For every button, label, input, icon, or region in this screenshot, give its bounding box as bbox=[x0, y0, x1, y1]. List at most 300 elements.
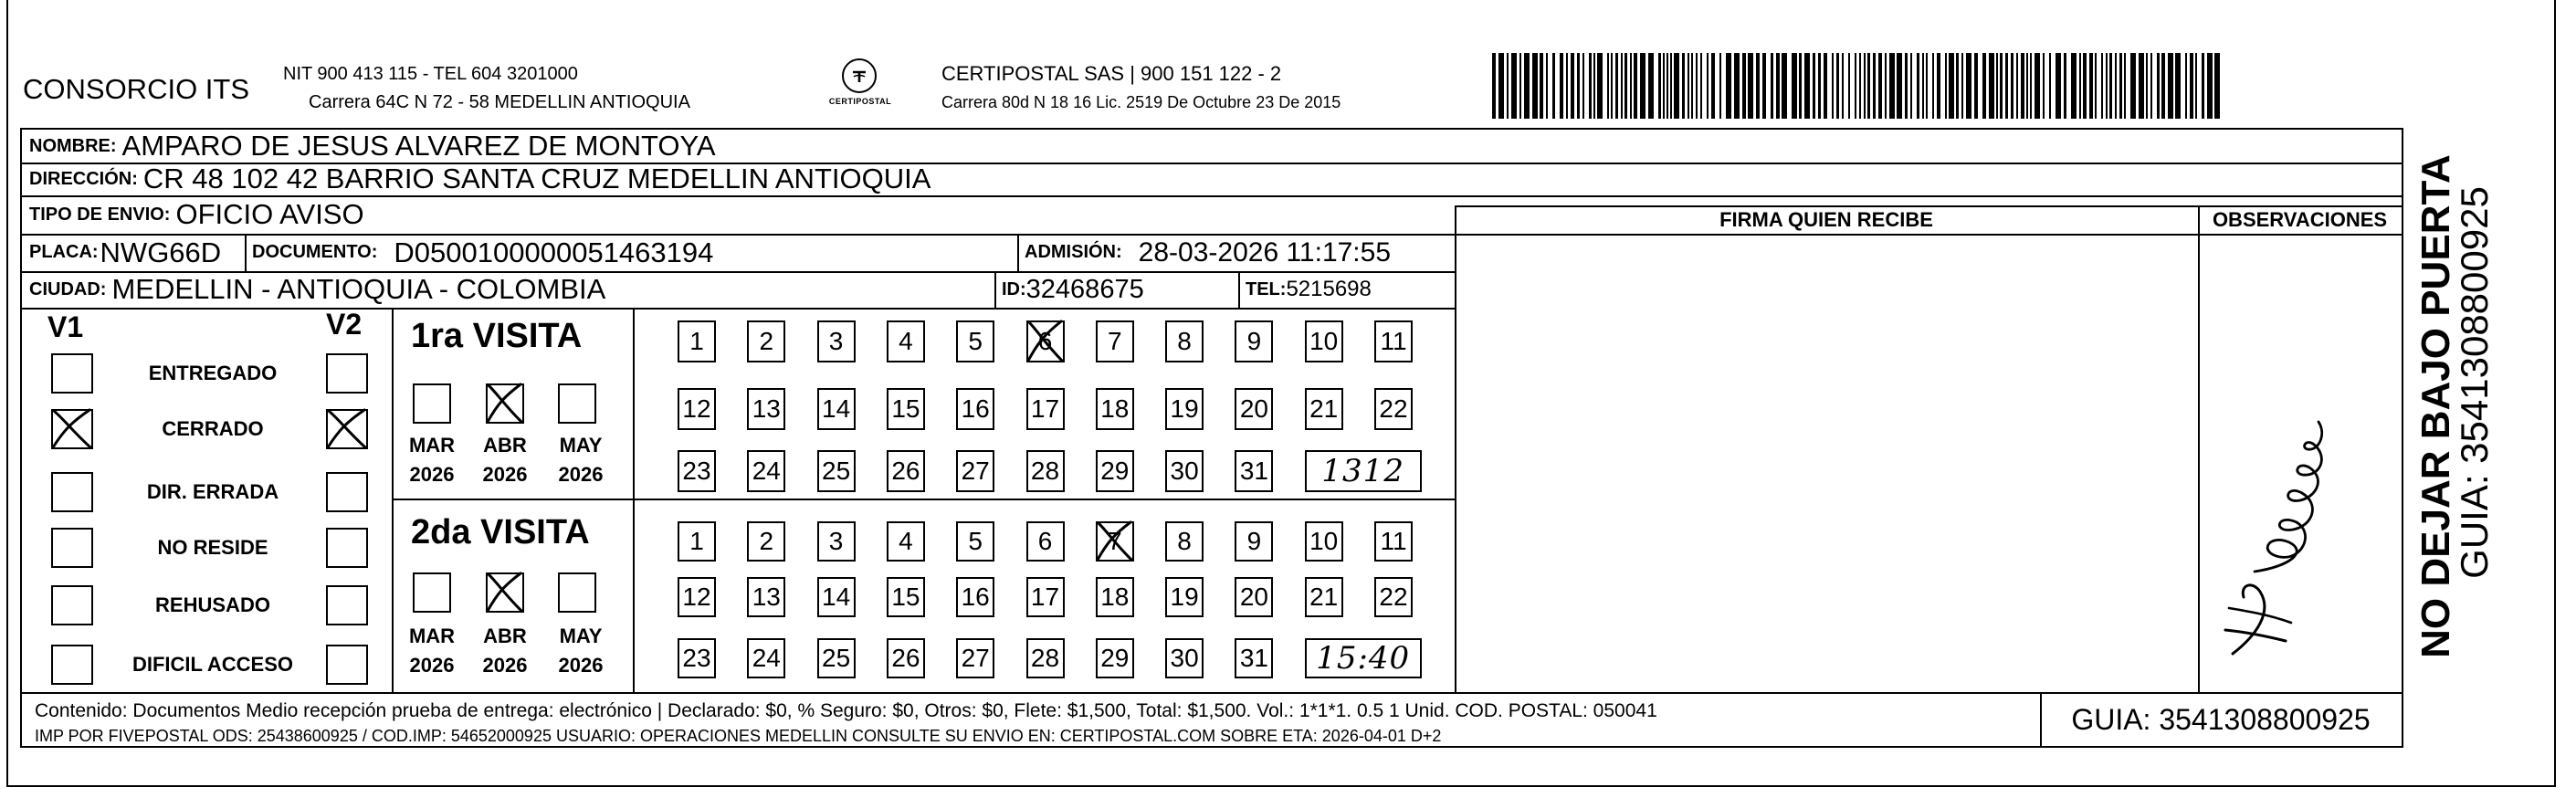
divider bbox=[633, 308, 635, 692]
day-box bbox=[1305, 521, 1343, 562]
barcode-bar bbox=[1607, 53, 1609, 119]
day-number: 16 bbox=[961, 583, 990, 611]
barcode-bar bbox=[1949, 53, 1954, 119]
barcode-bar bbox=[2021, 53, 2024, 119]
day-number: 21 bbox=[1309, 583, 1339, 611]
barcode-bar bbox=[2079, 53, 2081, 119]
barcode-bar bbox=[1593, 53, 1595, 119]
month-year: 2026 bbox=[558, 463, 604, 486]
month-year: 2026 bbox=[482, 654, 528, 677]
barcode-bar bbox=[1670, 53, 1672, 119]
status-label-dir-errada: DIR. ERRADA bbox=[146, 480, 279, 503]
barcode-bar bbox=[1524, 53, 1530, 119]
x-mark-icon bbox=[324, 407, 370, 451]
day-box bbox=[747, 388, 785, 430]
month-checkbox-abr bbox=[486, 383, 524, 424]
month-checkbox-may bbox=[558, 572, 596, 613]
day-box bbox=[1165, 521, 1204, 562]
direccion-row bbox=[22, 163, 2402, 195]
v2-checkbox-entregado bbox=[326, 353, 368, 394]
day-box bbox=[887, 388, 925, 430]
barcode-bar bbox=[1658, 53, 1661, 119]
barcode-bar bbox=[1519, 53, 1521, 119]
divider bbox=[2198, 205, 2200, 692]
status-label-dificil-acceso: DIFICIL ACCESO bbox=[131, 653, 293, 676]
day-box bbox=[1305, 320, 1343, 362]
barcode-bar bbox=[1682, 53, 1685, 119]
divider bbox=[22, 308, 1455, 310]
barcode-bar bbox=[1507, 53, 1509, 119]
barcode-bar bbox=[1700, 53, 1702, 119]
barcode-bar bbox=[2150, 53, 2152, 119]
barcode-bar bbox=[2106, 53, 2108, 119]
month-checkbox-may bbox=[558, 383, 596, 424]
documento-label: DOCUMENTO: bbox=[252, 242, 378, 262]
barcode-bar bbox=[1691, 53, 1693, 119]
barcode-bar bbox=[1667, 53, 1668, 119]
ciudad-value: MEDELLIN - ANTIOQUIA - COLOMBIA bbox=[111, 273, 606, 305]
barcode-bar bbox=[1615, 53, 1618, 119]
side-guia: GUIA: 3541308800925 bbox=[2453, 186, 2496, 579]
day-box bbox=[1096, 577, 1134, 617]
day-box bbox=[747, 638, 785, 678]
barcode-bar bbox=[1589, 53, 1592, 119]
day-number: 19 bbox=[1170, 583, 1199, 611]
tel-value: 5215698 bbox=[1286, 277, 1372, 301]
day-box bbox=[1374, 388, 1413, 430]
barcode-bar bbox=[1917, 53, 1919, 119]
month-checkbox-mar bbox=[413, 572, 451, 613]
day-box bbox=[817, 577, 856, 617]
barcode-bar bbox=[1885, 53, 1887, 119]
id-value: 32468675 bbox=[1025, 274, 1144, 304]
day-box bbox=[747, 521, 785, 562]
barcode-bar bbox=[1945, 53, 1947, 119]
day-box bbox=[1026, 450, 1065, 492]
barcode-bar bbox=[1742, 53, 1746, 119]
day-box bbox=[1374, 320, 1413, 362]
day-box bbox=[678, 638, 716, 678]
day-box bbox=[1026, 577, 1065, 617]
barcode-bar bbox=[1961, 53, 1963, 119]
day-number: 21 bbox=[1309, 394, 1339, 423]
month-label: MAY bbox=[559, 434, 603, 457]
day-number: 28 bbox=[1030, 644, 1060, 672]
barcode-bar bbox=[1571, 53, 1574, 119]
day-number: 7 bbox=[1108, 327, 1122, 355]
barcode-bar bbox=[1624, 53, 1627, 119]
day-number: 24 bbox=[752, 644, 781, 672]
tipo-envio-label: TIPO DE ENVIO: bbox=[29, 204, 171, 225]
tel-cell bbox=[1238, 271, 1455, 308]
v2-checkbox-rehusado bbox=[326, 585, 368, 625]
day-number: 3 bbox=[828, 527, 844, 555]
placa-label: PLACA: bbox=[29, 242, 99, 262]
admision-label: ADMISIÓN: bbox=[1025, 242, 1122, 262]
day-number: 30 bbox=[1170, 644, 1199, 672]
day-number: 18 bbox=[1100, 394, 1130, 423]
day-number: 27 bbox=[961, 644, 990, 672]
day-number: 22 bbox=[1379, 583, 1408, 611]
barcode-bar bbox=[1974, 53, 1978, 119]
barcode-bar bbox=[2005, 53, 2008, 119]
barcode-bar bbox=[1996, 53, 1998, 119]
barcode-bar bbox=[2195, 53, 2197, 119]
day-number: 1 bbox=[689, 527, 704, 555]
barcode-bar bbox=[1762, 53, 1766, 119]
barcode-bar bbox=[2146, 53, 2148, 119]
day-box bbox=[678, 388, 716, 430]
day-box bbox=[1235, 638, 1273, 678]
day-box bbox=[1165, 577, 1204, 617]
barcode-bar bbox=[1824, 53, 1827, 119]
barcode-bar bbox=[2119, 53, 2122, 119]
day-number: 15 bbox=[891, 583, 920, 611]
v2-label: V2 bbox=[326, 308, 363, 341]
barcode-bar bbox=[2115, 53, 2117, 119]
x-mark-icon bbox=[1094, 520, 1136, 563]
delivery-form bbox=[20, 128, 2403, 748]
day-number: 17 bbox=[1030, 394, 1060, 423]
barcode-bar bbox=[2030, 53, 2032, 119]
admision-cell bbox=[1017, 234, 1455, 271]
barcode-bar bbox=[1540, 53, 1543, 119]
v2-checkbox-no-reside bbox=[326, 528, 368, 568]
v1-checkbox-rehusado bbox=[51, 585, 93, 625]
day-number: 25 bbox=[822, 457, 851, 485]
barcode-bar bbox=[2207, 53, 2213, 119]
day-box bbox=[956, 320, 994, 362]
barcode-bar bbox=[1634, 53, 1637, 119]
barcode-bar bbox=[2056, 53, 2061, 119]
guia-number: GUIA: 3541308800925 bbox=[2071, 703, 2371, 736]
barcode-bar bbox=[2157, 53, 2160, 119]
barcode-bar bbox=[1956, 53, 1959, 119]
visit-time-box bbox=[1305, 450, 1422, 492]
firma-header: FIRMA QUIEN RECIBE bbox=[1719, 207, 1933, 231]
day-number: 31 bbox=[1239, 457, 1268, 485]
day-number: 5 bbox=[968, 327, 983, 355]
barcode-bar bbox=[2095, 53, 2097, 119]
day-box bbox=[1026, 521, 1065, 562]
day-box bbox=[956, 577, 994, 617]
nombre-label: NOMBRE: bbox=[29, 135, 117, 156]
barcode-bar bbox=[1864, 53, 1866, 119]
barcode-bar bbox=[1932, 53, 1934, 119]
ciudad-cell bbox=[22, 271, 994, 308]
visit-time: 15:40 bbox=[1316, 640, 1411, 677]
day-box bbox=[1096, 450, 1134, 492]
day-number: 4 bbox=[899, 327, 913, 355]
id-cell bbox=[994, 271, 1238, 308]
barcode-bar bbox=[1688, 53, 1689, 119]
day-number: 2 bbox=[759, 527, 774, 555]
barcode-bar bbox=[2168, 53, 2173, 119]
direccion-label: DIRECCIÓN: bbox=[29, 168, 138, 189]
day-number: 1 bbox=[689, 327, 704, 355]
month-checkbox-abr bbox=[486, 572, 524, 613]
barcode-bar bbox=[2130, 53, 2136, 119]
day-box bbox=[887, 320, 925, 362]
day-number: 16 bbox=[961, 394, 990, 423]
day-box bbox=[956, 521, 994, 562]
month-label: MAY bbox=[559, 625, 603, 647]
barcode-bar bbox=[1511, 53, 1517, 119]
day-box bbox=[678, 320, 716, 362]
month-label: ABR bbox=[483, 434, 527, 457]
v2-checkbox-dir-errada bbox=[326, 472, 368, 512]
tipo-envio-value: OFICIO AVISO bbox=[175, 198, 364, 230]
day-number: 29 bbox=[1100, 644, 1130, 672]
day-number: 23 bbox=[682, 457, 711, 485]
carrier-license: Carrera 80d N 18 16 Lic. 2519 De Octubre 23 De 2015 bbox=[941, 93, 1341, 111]
side-warning: NO DEJAR BAJO PUERTA bbox=[2413, 154, 2458, 658]
barcode-bar bbox=[1848, 53, 1850, 119]
month-label: MAR bbox=[408, 625, 456, 647]
day-number: 28 bbox=[1030, 457, 1060, 485]
day-box bbox=[1235, 388, 1273, 430]
barcode-bar bbox=[1663, 53, 1665, 119]
day-box bbox=[1305, 577, 1343, 617]
day-number: 9 bbox=[1246, 327, 1262, 355]
v2-checkbox-dificil-acceso bbox=[326, 645, 368, 685]
placa-cell bbox=[22, 234, 245, 271]
visit-title: 2da VISITA bbox=[411, 513, 590, 551]
barcode-bar bbox=[1734, 53, 1740, 119]
day-number: 9 bbox=[1246, 527, 1262, 555]
day-number: 7 bbox=[1108, 527, 1122, 555]
day-number: 17 bbox=[1030, 583, 1060, 611]
day-number: 31 bbox=[1239, 644, 1268, 672]
day-box bbox=[1235, 450, 1273, 492]
visit-time-box bbox=[1305, 638, 1422, 678]
day-box bbox=[817, 521, 856, 562]
observaciones-header: OBSERVACIONES bbox=[2212, 207, 2388, 231]
day-box bbox=[1235, 320, 1273, 362]
barcode-bar bbox=[1813, 53, 1815, 119]
barcode-bar bbox=[1855, 53, 1856, 119]
barcode-bar bbox=[1498, 53, 1504, 119]
barcode-bar bbox=[1989, 53, 1994, 119]
day-number: 26 bbox=[891, 457, 920, 485]
barcode-bar bbox=[1897, 53, 1902, 119]
barcode-bar bbox=[1842, 53, 1844, 119]
day-number: 4 bbox=[899, 527, 913, 555]
day-box bbox=[1096, 638, 1134, 678]
barcode-bar bbox=[1836, 53, 1839, 119]
day-box bbox=[1096, 320, 1134, 362]
day-number: 22 bbox=[1379, 394, 1408, 423]
divider bbox=[392, 499, 1455, 500]
barcode-bar bbox=[2064, 53, 2066, 119]
day-box bbox=[747, 577, 785, 617]
id-label: ID: bbox=[1002, 278, 1026, 299]
day-number: 14 bbox=[822, 394, 851, 423]
barcode-icon bbox=[1492, 53, 2223, 119]
day-number: 5 bbox=[968, 527, 983, 555]
barcode-bar bbox=[1492, 53, 1496, 119]
divider bbox=[392, 308, 394, 692]
barcode-bar bbox=[1799, 53, 1802, 119]
v2-checkbox-cerrado bbox=[326, 409, 368, 449]
barcode-bar bbox=[2071, 53, 2077, 119]
barcode-bar bbox=[1771, 53, 1773, 119]
status-label-rehusado: REHUSADO bbox=[155, 593, 270, 616]
contenido-text: Contenido: Documentos Medio recepción prueba de entrega: electrónico | Declarado: $0, % Seguro: $0, Otros: $0, Flete: $1,500, Total: $1,500. Vol.: 1*1*1. 0.5 1 Unid. COD. POSTAL: 050041 bbox=[35, 700, 1657, 721]
day-number: 12 bbox=[682, 583, 711, 611]
day-box bbox=[1165, 450, 1204, 492]
tel-label: TEL: bbox=[1246, 278, 1287, 299]
month-year: 2026 bbox=[409, 654, 455, 677]
status-label-entregado: ENTREGADO bbox=[148, 362, 278, 384]
day-number: 24 bbox=[752, 457, 781, 485]
day-box bbox=[1026, 638, 1065, 678]
v1-checkbox-cerrado bbox=[51, 409, 93, 449]
day-number: 19 bbox=[1170, 394, 1199, 423]
barcode-bar bbox=[1910, 53, 1912, 119]
barcode-bar bbox=[1711, 53, 1715, 119]
barcode-bar bbox=[2190, 53, 2193, 119]
signature bbox=[2213, 396, 2350, 661]
day-number: 6 bbox=[1037, 327, 1053, 355]
day-number: 11 bbox=[1380, 327, 1407, 355]
barcode-bar bbox=[1982, 53, 1986, 119]
barcode-bar bbox=[1577, 53, 1580, 119]
barcode-bar bbox=[1696, 53, 1698, 119]
day-box bbox=[956, 388, 994, 430]
day-number: 10 bbox=[1309, 527, 1339, 555]
barcode-bar bbox=[1966, 53, 1971, 119]
barcode-bar bbox=[1878, 53, 1882, 119]
x-mark-icon bbox=[484, 571, 526, 614]
day-box bbox=[1235, 521, 1273, 562]
day-box bbox=[1165, 388, 1204, 430]
barcode-bar bbox=[2109, 53, 2112, 119]
day-box bbox=[817, 388, 856, 430]
placa-value: NWG66D bbox=[100, 236, 222, 268]
barcode-bar bbox=[1832, 53, 1834, 119]
month-year: 2026 bbox=[558, 654, 604, 677]
day-number: 3 bbox=[828, 327, 844, 355]
day-number: 15 bbox=[891, 394, 920, 423]
barcode-bar bbox=[1674, 53, 1679, 119]
day-number: 12 bbox=[682, 394, 711, 423]
day-number: 8 bbox=[1177, 327, 1192, 355]
day-number: 29 bbox=[1100, 457, 1130, 485]
barcode-bar bbox=[1546, 53, 1548, 119]
barcode-bar bbox=[2083, 53, 2087, 119]
month-checkbox-mar bbox=[413, 383, 451, 424]
day-box bbox=[1305, 388, 1343, 430]
day-box bbox=[1165, 320, 1204, 362]
barcode-bar bbox=[2214, 53, 2220, 119]
barcode-bar bbox=[2049, 53, 2051, 119]
barcode-bar bbox=[1582, 53, 1584, 119]
day-box bbox=[747, 320, 785, 362]
day-number: 2 bbox=[759, 327, 774, 355]
documento-value: D0500100000051463194 bbox=[394, 236, 714, 268]
barcode-bar bbox=[1873, 53, 1876, 119]
barcode-bar bbox=[2101, 53, 2103, 119]
barcode-bar bbox=[2016, 53, 2018, 119]
barcode-bar bbox=[1792, 53, 1797, 119]
barcode-bar bbox=[1867, 53, 1870, 119]
day-box bbox=[1096, 521, 1134, 562]
v1-checkbox-dir-errada bbox=[51, 472, 93, 512]
v1-checkbox-no-reside bbox=[51, 528, 93, 568]
certipostal-logo-mark-icon bbox=[847, 64, 871, 88]
barcode-bar bbox=[1566, 53, 1568, 119]
barcode-bar bbox=[1859, 53, 1861, 119]
barcode-bar bbox=[2000, 53, 2003, 119]
x-mark-icon bbox=[49, 407, 95, 451]
admision-value: 28-03-2026 11:17:55 bbox=[1138, 236, 1392, 268]
day-box bbox=[887, 521, 925, 562]
barcode-bar bbox=[2124, 53, 2126, 119]
day-number: 13 bbox=[752, 583, 781, 611]
barcode-bar bbox=[2185, 53, 2187, 119]
barcode-bar bbox=[1926, 53, 1928, 119]
day-number: 10 bbox=[1309, 327, 1339, 355]
day-box bbox=[1096, 388, 1134, 430]
day-box bbox=[1026, 320, 1065, 362]
barcode-bar bbox=[1818, 53, 1821, 119]
barcode-bar bbox=[1648, 53, 1654, 119]
day-box bbox=[887, 450, 925, 492]
ciudad-label: CIUDAD: bbox=[29, 278, 107, 299]
day-box bbox=[1026, 388, 1065, 430]
barcode-bar bbox=[1707, 53, 1709, 119]
barcode-bar bbox=[1804, 53, 1810, 119]
barcode-bar bbox=[1560, 53, 1563, 119]
barcode-bar bbox=[1630, 53, 1632, 119]
day-box bbox=[817, 320, 856, 362]
day-box bbox=[817, 450, 856, 492]
certipostal-logo-icon bbox=[842, 58, 877, 93]
day-number: 11 bbox=[1380, 527, 1407, 555]
day-number: 13 bbox=[752, 394, 781, 423]
v1-checkbox-entregado bbox=[51, 353, 93, 394]
month-label: MAR bbox=[408, 434, 456, 457]
barcode-bar bbox=[1726, 53, 1731, 119]
day-number: 25 bbox=[822, 644, 851, 672]
barcode-bar bbox=[2043, 53, 2045, 119]
imp-text: IMP POR FIVEPOSTAL ODS: 25438600925 / COD.IMP: 54652000925 USUARIO: OPERACIONES MEDELLIN CONSULTE SU ENVIO EN: CERTIPOSTAL.COM SOBRE ETA: 2026-04-01 D+2 bbox=[35, 727, 1442, 745]
day-box bbox=[956, 638, 994, 678]
day-number: 27 bbox=[961, 457, 990, 485]
status-label-no-reside: NO RESIDE bbox=[157, 536, 268, 559]
day-number: 20 bbox=[1239, 583, 1268, 611]
barcode-bar bbox=[1782, 53, 1787, 119]
day-box bbox=[678, 577, 716, 617]
day-box bbox=[1374, 577, 1413, 617]
visit-time: 1312 bbox=[1321, 453, 1404, 489]
day-box bbox=[956, 450, 994, 492]
day-box bbox=[887, 577, 925, 617]
day-number: 20 bbox=[1239, 394, 1268, 423]
barcode-bar bbox=[1532, 53, 1538, 119]
company-name: CONSORCIO ITS bbox=[23, 73, 250, 105]
barcode-bar bbox=[1776, 53, 1780, 119]
barcode-bar bbox=[1611, 53, 1613, 119]
divider bbox=[1455, 205, 1456, 692]
barcode-bar bbox=[2202, 53, 2204, 119]
x-mark-icon bbox=[484, 382, 526, 425]
barcode-bar bbox=[1748, 53, 1753, 119]
day-number: 23 bbox=[682, 644, 711, 672]
tipo-envio-row bbox=[22, 195, 1455, 234]
barcode-bar bbox=[1922, 53, 1924, 119]
